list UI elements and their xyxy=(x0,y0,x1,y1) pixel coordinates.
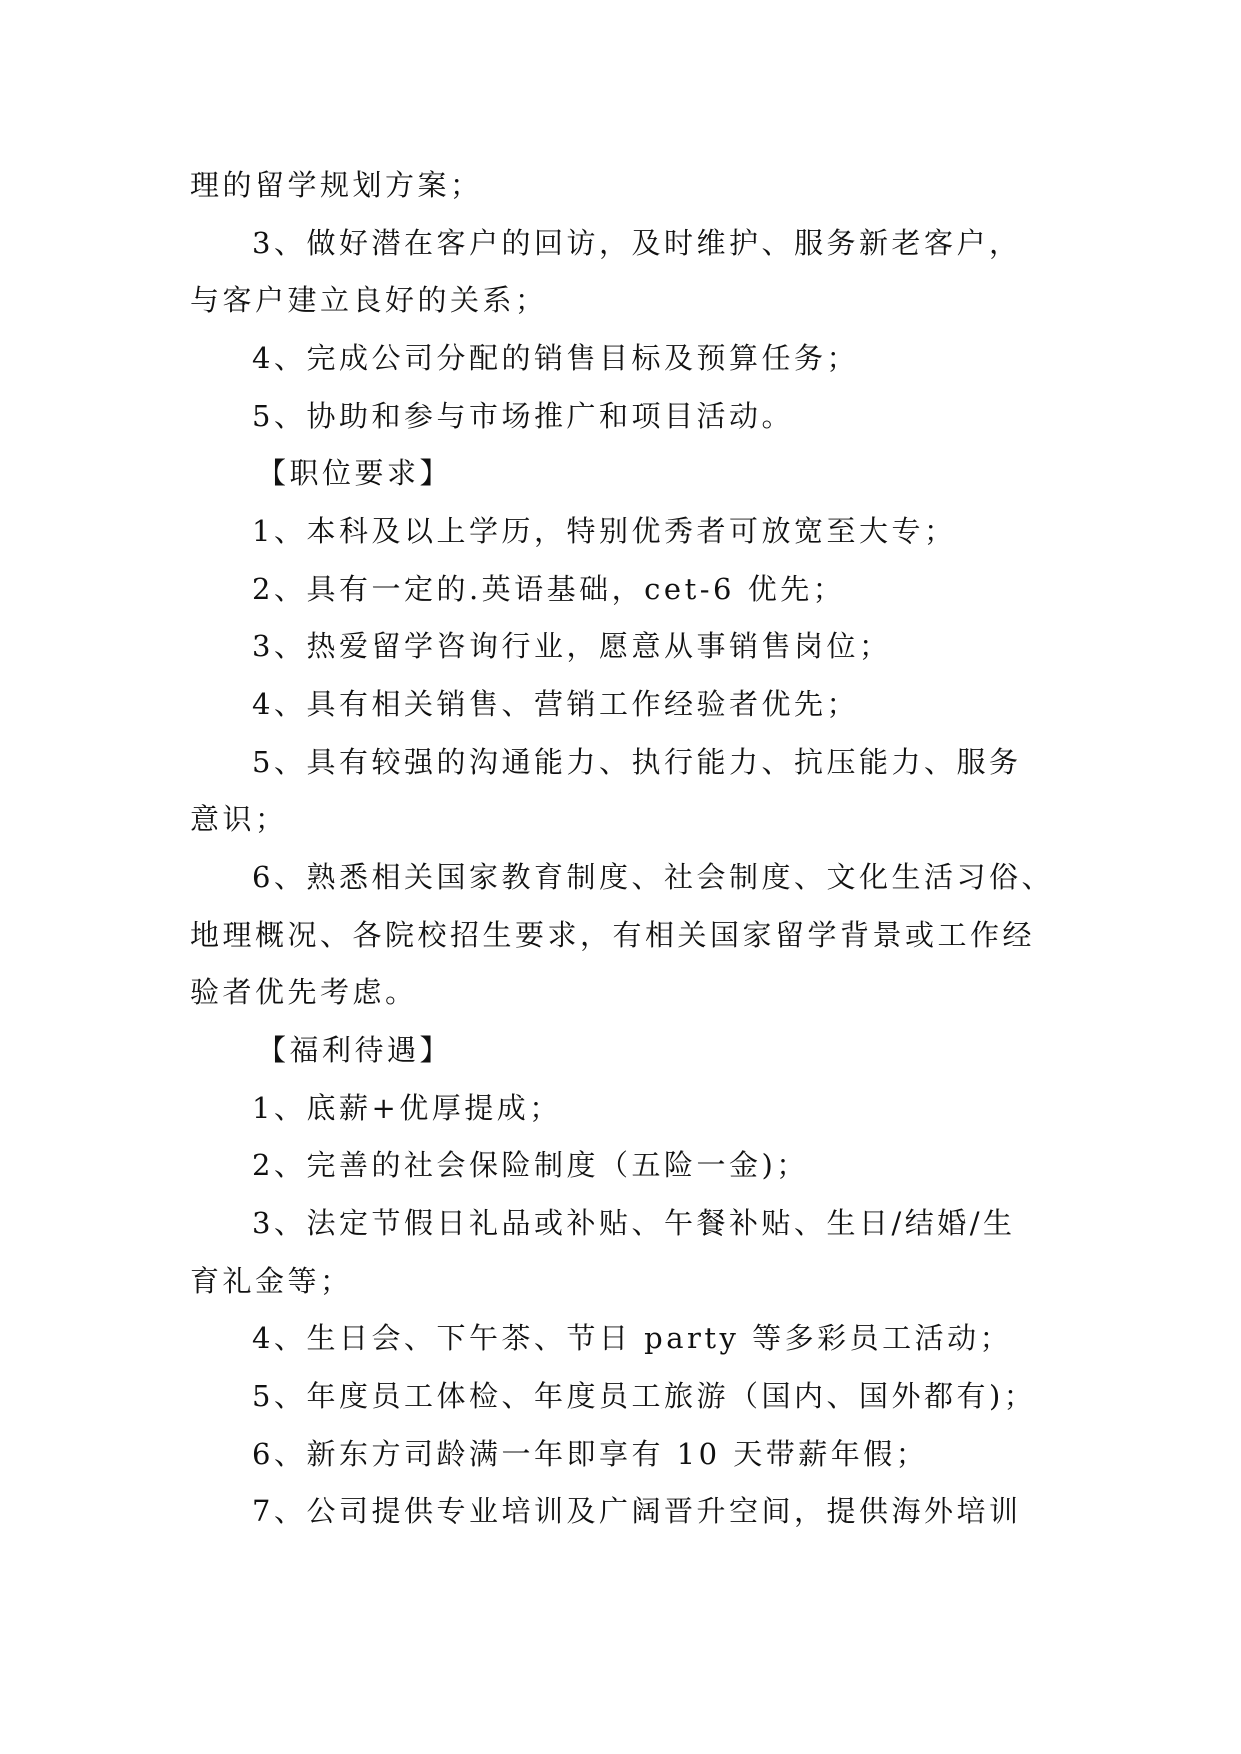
benefit-item-7: 7、公司提供专业培训及广阔晋升空间，提供海外培训 xyxy=(252,1494,1022,1528)
duty-item-3: 3、做好潜在客户的回访，及时维护、服务新老客户， xyxy=(252,226,1022,260)
duty-item-4: 4、完成公司分配的销售目标及预算任务； xyxy=(252,341,859,375)
requirement-item-3: 3、热爱留学咨询行业，愿意从事销售岗位； xyxy=(252,629,892,663)
benefit-item-6: 6、新东方司龄满一年即享有 10 天带薪年假； xyxy=(252,1437,929,1471)
paragraph-line: 与客户建立良好的关系； xyxy=(190,283,548,317)
requirement-item-2: 2、具有一定的.英语基础，cet-6 优先； xyxy=(252,572,846,606)
duty-item-5: 5、协助和参与市场推广和项目活动。 xyxy=(252,399,794,433)
paragraph-line: 地理概况、各院校招生要求，有相关国家留学背景或工作经 xyxy=(190,918,1036,952)
paragraph-line: 育礼金等； xyxy=(190,1264,353,1298)
paragraph-line: 意识； xyxy=(190,802,288,836)
benefit-item-5: 5、年度员工体检、年度员工旅游（国内、国外都有)； xyxy=(252,1379,1037,1413)
requirement-item-4: 4、具有相关销售、营销工作经验者优先； xyxy=(252,687,859,721)
requirement-item-1: 1、本科及以上学历，特别优秀者可放宽至大专； xyxy=(252,514,957,548)
section-heading-requirements: 【职位要求】 xyxy=(257,456,453,490)
section-heading-benefits: 【福利待遇】 xyxy=(257,1033,453,1067)
requirement-item-5: 5、具有较强的沟通能力、执行能力、抗压能力、服务 xyxy=(252,745,1022,779)
paragraph-line: 理的留学规划方案； xyxy=(190,168,483,202)
benefit-item-4: 4、生日会、下午茶、节日 party 等多彩员工活动； xyxy=(252,1321,1013,1355)
requirement-item-6: 6、熟悉相关国家教育制度、社会制度、文化生活习俗、 xyxy=(252,860,1054,894)
benefit-item-3: 3、法定节假日礼品或补贴、午餐补贴、生日/结婚/生 xyxy=(252,1206,1016,1240)
benefit-item-2: 2、完善的社会保险制度（五险一金)； xyxy=(252,1148,809,1182)
benefit-item-1: 1、底薪+优厚提成； xyxy=(252,1091,562,1125)
paragraph-line: 验者优先考虑。 xyxy=(190,975,418,1009)
